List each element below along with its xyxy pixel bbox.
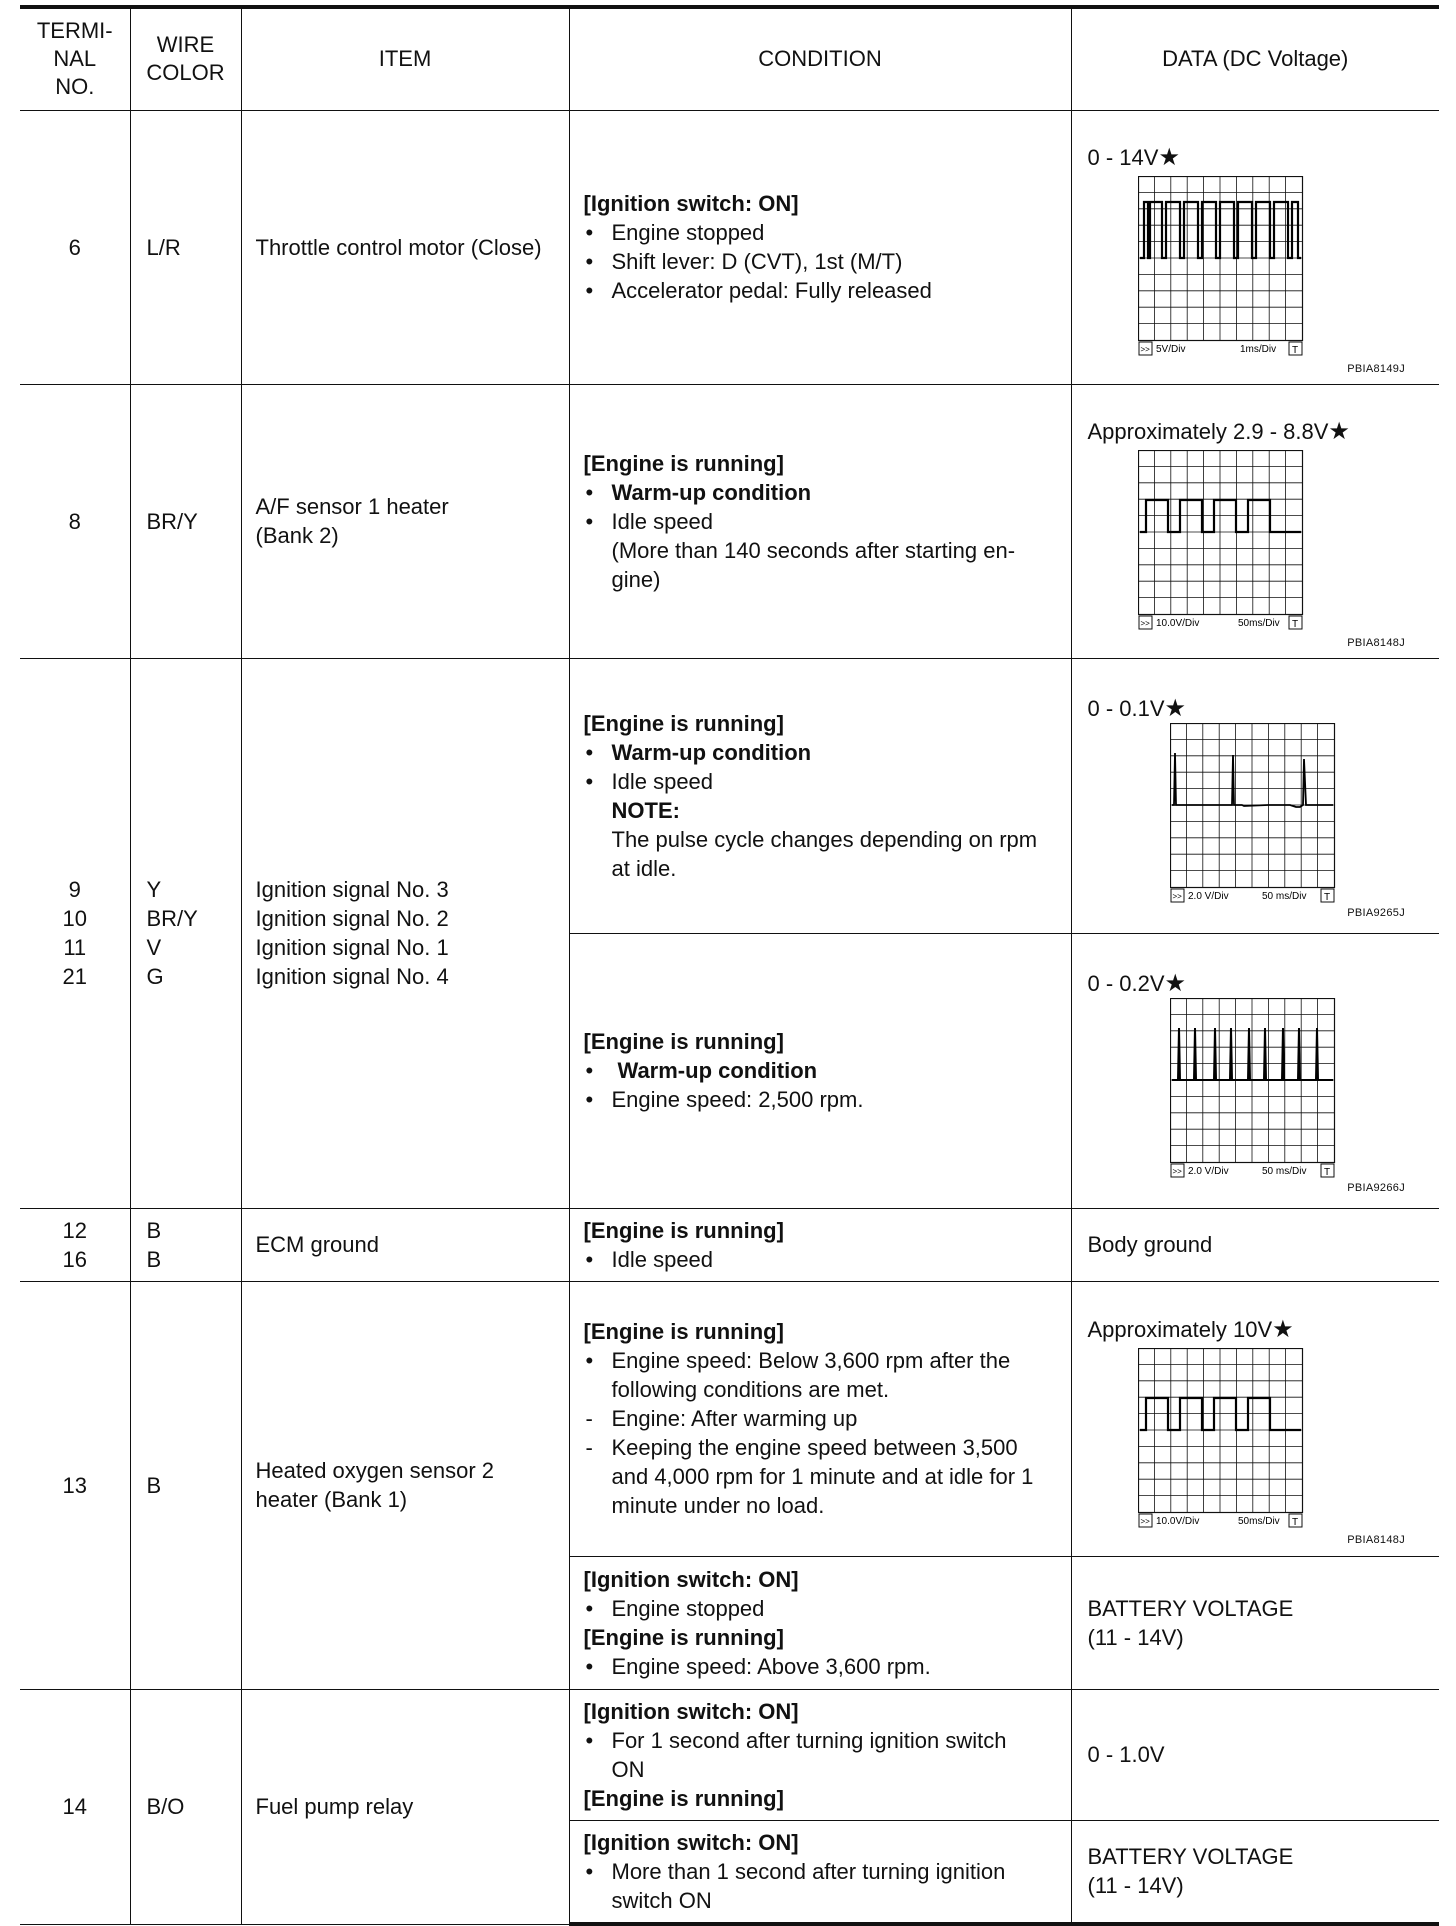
note-label: NOTE: [611, 797, 680, 823]
ecm-terminal-table [20, 5, 1439, 1926]
scope-marker: >> [1172, 1166, 1182, 1176]
scope-volt-div: 2.0 V/Div [1187, 890, 1229, 902]
condition-bullet: • Idle speed [585, 1246, 714, 1272]
condition-bullet: • Engine speed: 2,500 rpm. [585, 1087, 864, 1112]
condition-dash-item: - Engine: After warming up [585, 1406, 858, 1431]
data-cell: BATTERY VOLTAGE (11 - 14V) [1071, 1820, 1439, 1924]
condition-heading: [Ignition switch: ON] [583, 1698, 799, 1724]
condition-bullet: • Shift lever: D (CVT), 1st (M/T) [585, 249, 903, 274]
table-header-row [20, 7, 1439, 110]
item-name: ECM ground [241, 1208, 569, 1281]
wire-color: L/R [130, 110, 241, 384]
header-terminal-no: TERMI- NAL NO. [20, 7, 130, 110]
condition-heading: [Engine is running] [583, 1624, 784, 1650]
figure-code: PBIA8148J [1347, 636, 1405, 649]
scope-volt-div: 5V/Div [1155, 344, 1185, 355]
table-row [20, 384, 1439, 658]
condition-bullet: • For 1 second after turning ignition switch ON [585, 1727, 1007, 1782]
scope-time-div: 50ms/Div [1237, 618, 1280, 629]
table-row [20, 1208, 1439, 1281]
condition-heading: [Engine is running] [583, 1319, 784, 1344]
wire-color: BR/Y [130, 384, 241, 658]
data-cell: Body ground [1071, 1208, 1439, 1281]
condition-bullet: • Warm-up condition [585, 479, 812, 505]
condition-note: (More than 140 seconds after starting en- [611, 537, 1016, 563]
item-name-group: Ignition signal No. 3 Ignition signal No. 2 Ignition signal No. 1 Ignition signal No. 4 [241, 658, 569, 1208]
data-cell: BATTERY VOLTAGE (11 - 14V) [1071, 1556, 1439, 1689]
item-name: Heated oxygen sensor 2 heater (Bank 1) [241, 1281, 569, 1689]
terminal-no: 6 [20, 110, 130, 384]
condition-heading: [Engine is running] [583, 450, 784, 476]
item-name: Throttle control motor (Close) [241, 110, 569, 384]
star-icon: ★ [1328, 418, 1350, 445]
condition-cell [569, 933, 1071, 1208]
voltage-value: 0 - 0.2V★ [1087, 969, 1187, 997]
scope-time-div: 50ms/Div [1237, 1515, 1280, 1527]
voltage-value: 0 - 0.1V★ [1087, 694, 1187, 722]
item-name: A/F sensor 1 heater (Bank 2) [241, 384, 569, 658]
voltage-value: 0 - 14V★ [1087, 144, 1180, 171]
condition-cell [569, 384, 1071, 658]
star-icon: ★ [1164, 694, 1187, 722]
scope-time-div: 1ms/Div [1239, 344, 1276, 355]
condition-bullet: • Engine speed: Above 3,600 rpm. [585, 1653, 931, 1679]
header-data: DATA (DC Voltage) [1071, 7, 1439, 110]
scope-marker: >> [1172, 891, 1182, 901]
condition-heading: [Engine is running] [583, 1029, 784, 1054]
condition-bullet: • Warm-up condition [585, 739, 812, 765]
header-condition: CONDITION [569, 7, 1071, 110]
condition-heading: [Engine is running] [583, 1785, 784, 1811]
wire-color: B [130, 1281, 241, 1689]
wire-color-group: B B [130, 1208, 241, 1281]
data-cell [1071, 933, 1439, 1208]
condition-bullet: • Engine stopped [585, 220, 765, 245]
wire-color: B/O [130, 1689, 241, 1924]
condition-bullet: • Accelerator pedal: Fully released [585, 278, 932, 303]
wire-color-group: Y BR/Y V G [130, 658, 241, 1208]
condition-bullet: • Idle speed [585, 768, 714, 794]
header-item: ITEM [241, 7, 569, 110]
data-cell [1071, 1281, 1439, 1556]
star-icon: ★ [1272, 1315, 1294, 1343]
table-row [20, 1689, 1439, 1820]
condition-cell [569, 110, 1071, 384]
figure-code: PBIA8148J [1347, 1533, 1405, 1546]
scope-trigger: T [1291, 619, 1298, 630]
scope-trigger: T [1323, 1166, 1330, 1178]
condition-cell [569, 1820, 1071, 1924]
item-name: Fuel pump relay [241, 1689, 569, 1924]
condition-heading: [Ignition switch: ON] [583, 191, 799, 216]
condition-bullet: • Warm-up condition [585, 1058, 818, 1083]
condition-bullet: • More than 1 second after turning ignition switch ON [585, 1858, 1006, 1913]
condition-cell [569, 1281, 1071, 1556]
data-cell [1071, 110, 1439, 384]
condition-heading: [Ignition switch: ON] [583, 1566, 799, 1592]
condition-cell [569, 1556, 1071, 1689]
voltage-value: Approximately 10V★ [1087, 1315, 1294, 1343]
condition-note: gine) [611, 566, 661, 592]
terminal-no-group: 12 16 [20, 1208, 130, 1281]
scope-volt-div: 10.0V/Div [1155, 618, 1199, 629]
data-cell [1071, 658, 1439, 933]
scope-marker: >> [1140, 345, 1150, 354]
condition-bullet: • Engine stopped [585, 1595, 765, 1621]
scope-time-div: 50 ms/Div [1261, 1165, 1306, 1177]
header-wire-color: WIRE COLOR [130, 7, 241, 110]
table-row [20, 110, 1439, 384]
figure-code: PBIA9266J [1347, 1181, 1405, 1194]
terminal-no-group: 9 10 11 21 [20, 658, 130, 1208]
scope-trigger: T [1291, 345, 1298, 356]
scope-volt-div: 2.0 V/Div [1187, 1165, 1229, 1177]
condition-bullet: • Idle speed [585, 508, 714, 534]
oscilloscope-waveform [1138, 176, 1318, 358]
terminal-no: 8 [20, 384, 130, 658]
scope-time-div: 50 ms/Div [1261, 890, 1306, 902]
scope-marker: >> [1140, 1516, 1150, 1526]
scope-marker: >> [1140, 619, 1150, 628]
table-row [20, 658, 1439, 933]
condition-heading: [Engine is running] [583, 1217, 784, 1243]
condition-heading: [Ignition switch: ON] [583, 1829, 799, 1855]
data-cell [1071, 384, 1439, 658]
condition-cell [569, 1689, 1071, 1820]
condition-note: The pulse cycle changes depending on rpm [611, 826, 1038, 852]
figure-code: PBIA8149J [1347, 362, 1405, 375]
condition-bullet: • Engine speed: Below 3,600 rpm after the following conditions are met. [585, 1348, 1011, 1402]
scope-volt-div: 10.0V/Div [1155, 1515, 1199, 1527]
terminal-no: 14 [20, 1689, 130, 1924]
oscilloscope-waveform [1138, 450, 1318, 632]
table-row [20, 1281, 1439, 1556]
data-cell: 0 - 1.0V [1071, 1689, 1439, 1820]
condition-cell [569, 1208, 1071, 1281]
oscilloscope-waveform [1170, 998, 1350, 1180]
oscilloscope-waveform [1170, 723, 1350, 905]
terminal-no: 13 [20, 1281, 130, 1689]
voltage-value: Approximately 2.9 - 8.8V★ [1087, 418, 1350, 445]
condition-note: at idle. [611, 855, 677, 881]
star-icon: ★ [1158, 144, 1180, 171]
figure-code: PBIA9265J [1347, 906, 1405, 919]
condition-cell [569, 658, 1071, 933]
scope-trigger: T [1291, 1516, 1298, 1528]
oscilloscope-waveform [1138, 1348, 1318, 1530]
condition-heading: [Engine is running] [583, 710, 784, 736]
star-icon: ★ [1164, 969, 1187, 997]
condition-dash-item: - Keeping the engine speed between 3,500 and 4,000 rpm for 1 minute and at idle for 1 minute under no load. [585, 1435, 1034, 1518]
scope-trigger: T [1323, 891, 1330, 903]
